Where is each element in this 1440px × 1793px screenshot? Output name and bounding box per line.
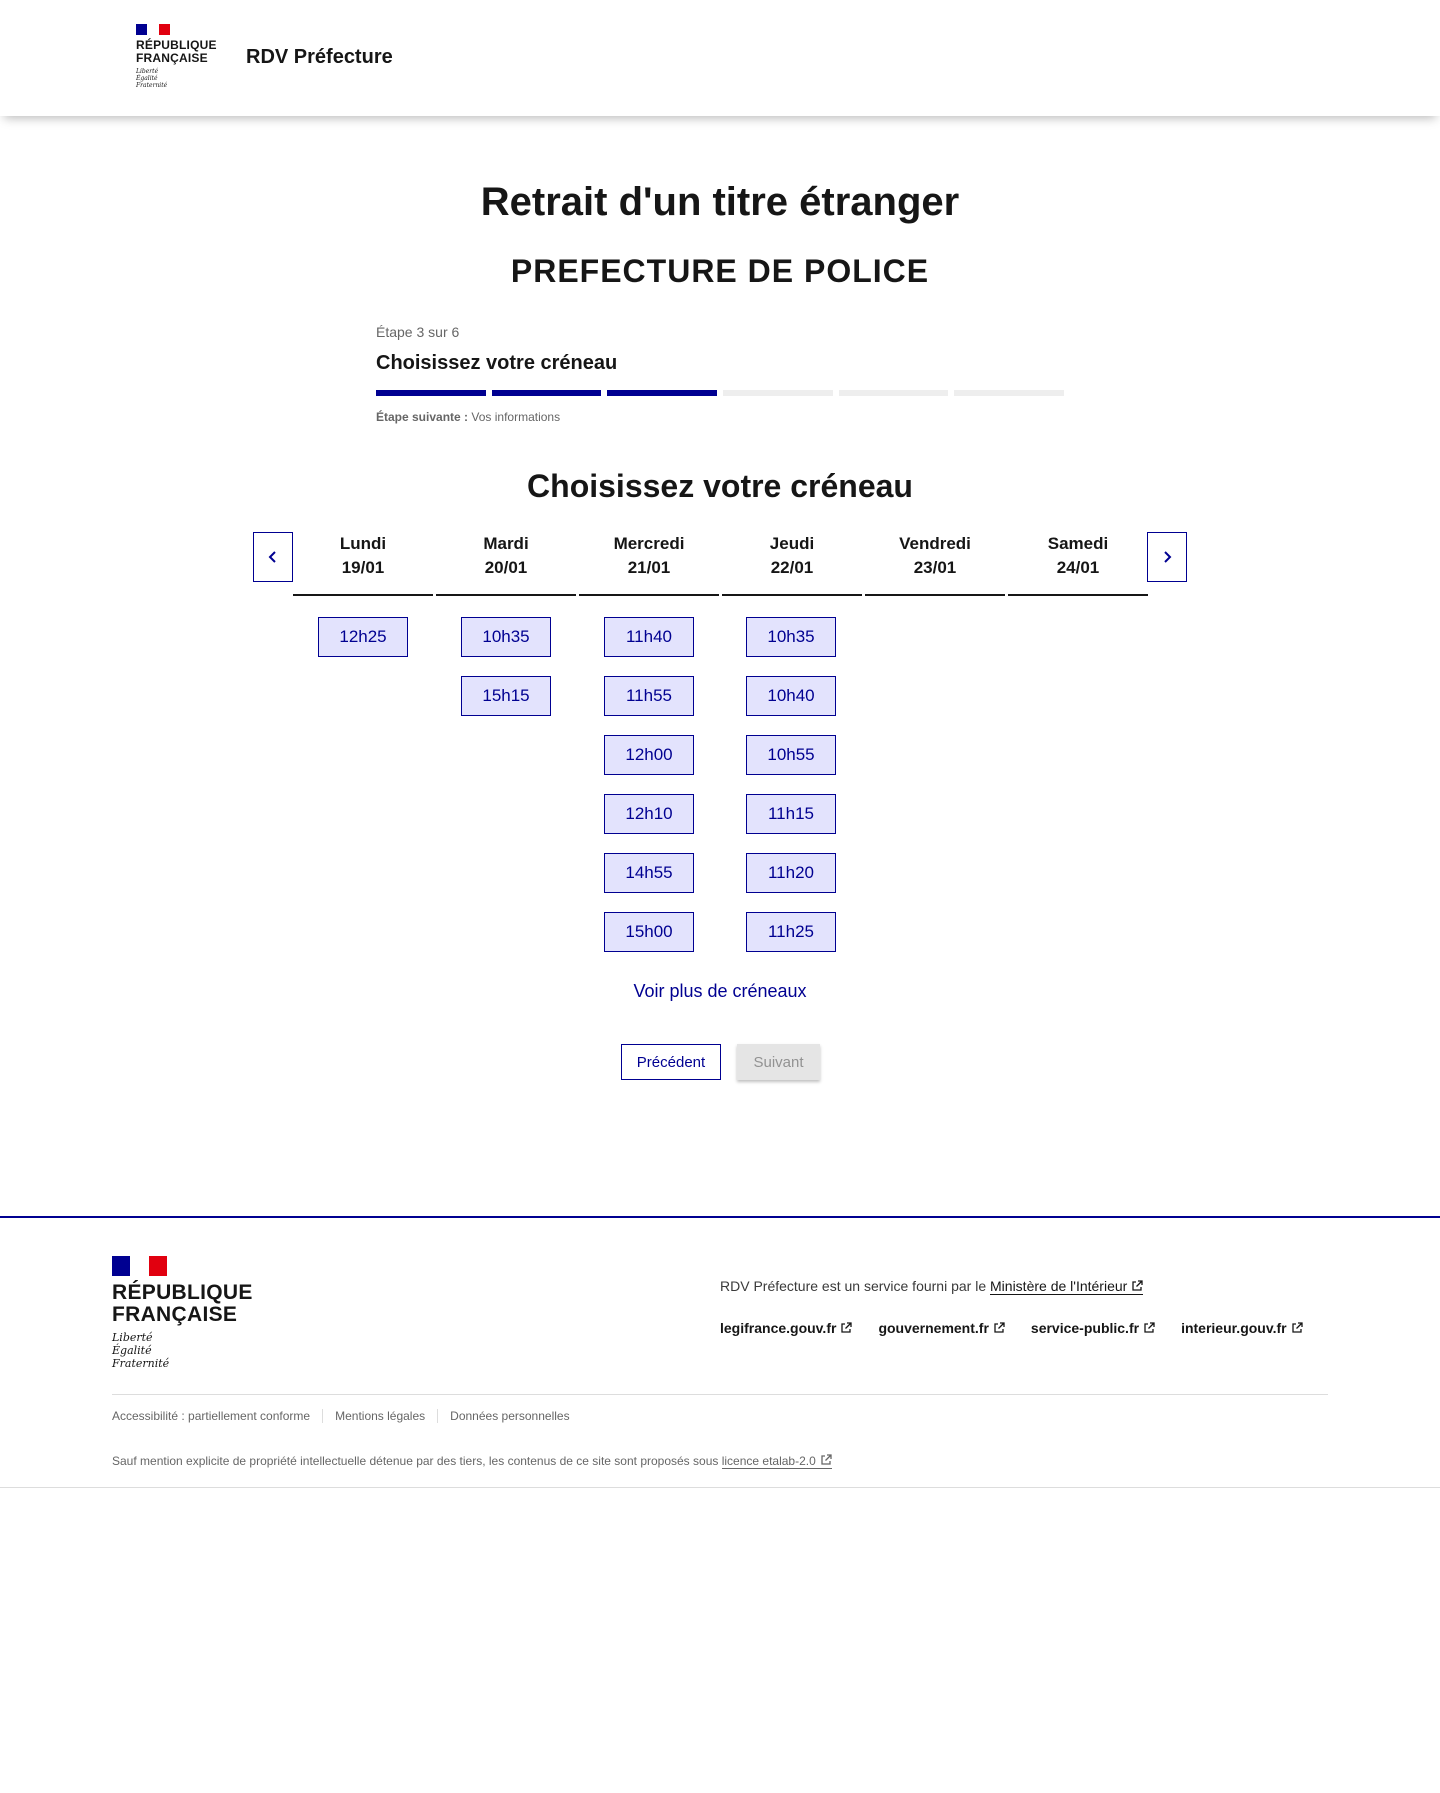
footer-link-legifrance[interactable] [720, 1320, 852, 1336]
footer-link-label: gouvernement.fr [878, 1320, 989, 1336]
external-link-icon [1291, 1322, 1303, 1334]
day-column-jeudi [722, 532, 862, 596]
day-date: 23/01 [913, 558, 957, 577]
time-slot-button[interactable]: 12h25 [318, 617, 408, 657]
footer-divider [112, 1394, 1328, 1395]
day-column-mardi [436, 532, 576, 596]
day-name: Mercredi [613, 534, 685, 553]
day-date: 19/01 [341, 558, 385, 577]
step-current-title: Choisissez votre créneau [376, 352, 618, 374]
step-segment-4 [723, 390, 833, 396]
logo-text-line2: FRANÇAISE [136, 51, 208, 65]
day-column-lundi [293, 532, 433, 596]
step-segment-6 [954, 390, 1064, 396]
next-button[interactable]: Suivant [737, 1044, 820, 1080]
day-divider [579, 594, 719, 596]
page-title: Retrait d'un titre étranger [480, 180, 960, 224]
footer-logo-line2: FRANÇAISE [112, 1303, 238, 1326]
accessibility-link[interactable]: Accessibilité : partiellement conforme [112, 1409, 311, 1423]
republique-francaise-logo[interactable] [136, 24, 217, 89]
step-next-label: Étape suivante : [376, 410, 469, 424]
time-slot-button[interactable]: 10h40 [746, 676, 836, 716]
footer-motto-fraternite: Fraternité [112, 1357, 170, 1370]
footer-description [720, 1278, 1143, 1294]
footer-external-links [720, 1320, 1303, 1336]
day-divider [293, 594, 433, 596]
motto-fraternite: Fraternité [136, 82, 168, 89]
day-name: Samedi [1047, 534, 1109, 553]
step-state: Étape 3 sur 6 [376, 324, 460, 340]
next-week-button[interactable] [1147, 532, 1187, 582]
time-slot-button[interactable]: 14h55 [604, 853, 694, 893]
marianne-flag-icon [136, 24, 170, 35]
day-column-mercredi [579, 532, 719, 596]
step-progress-bar [376, 390, 1064, 396]
day-name: Vendredi [899, 534, 971, 553]
external-link-icon [840, 1322, 852, 1334]
footer-top-border [0, 1216, 1440, 1218]
footer-bottom-border [0, 1487, 1440, 1488]
step-next-info [376, 410, 1064, 424]
logo-text-line1: RÉPUBLIQUE [136, 38, 217, 52]
site-header [0, 0, 1440, 116]
footer-desc-text: RDV Préfecture est un service fourni par le [720, 1278, 987, 1294]
external-link-icon [1143, 1322, 1155, 1334]
step-next-value: Vos informations [471, 410, 561, 424]
ministere-link-label: Ministère de l'Intérieur [990, 1278, 1128, 1294]
footer-logo-line1: RÉPUBLIQUE [112, 1281, 253, 1304]
external-link-icon [993, 1322, 1005, 1334]
license-link[interactable] [722, 1454, 832, 1469]
marianne-flag-icon [112, 1256, 167, 1276]
time-slot-button[interactable]: 15h15 [461, 676, 551, 716]
chevron-right-icon [1160, 550, 1174, 564]
footer-link-label: service-public.fr [1030, 1320, 1140, 1336]
time-slot-button[interactable]: 10h35 [746, 617, 836, 657]
previous-week-button[interactable] [253, 532, 293, 582]
day-column-vendredi [865, 532, 1005, 596]
day-name: Jeudi [769, 534, 815, 553]
time-slot-button[interactable]: 12h00 [604, 735, 694, 775]
footer-motto-egalite: Égalité [112, 1344, 152, 1357]
footer-link-label: interieur.gouv.fr [1181, 1320, 1287, 1336]
day-name: Lundi [339, 534, 387, 553]
time-slot-button[interactable]: 10h35 [461, 617, 551, 657]
license-link-label: licence etalab-2.0 [721, 1454, 816, 1468]
step-segment-2 [492, 390, 602, 396]
time-slot-button[interactable]: 11h55 [604, 676, 694, 716]
footer-link-gouvernement[interactable] [878, 1320, 1004, 1336]
slots-section-title: Choisissez votre créneau [527, 468, 913, 504]
footer-link-interieur[interactable] [1181, 1320, 1303, 1336]
day-column-samedi [1008, 532, 1148, 596]
motto-egalite: Égalité [136, 75, 158, 82]
day-divider [722, 594, 862, 596]
previous-button[interactable]: Précédent [621, 1044, 721, 1080]
footer-license [112, 1454, 832, 1468]
service-title[interactable]: RDV Préfecture [246, 46, 393, 68]
footer-link-service-public[interactable] [1031, 1320, 1155, 1336]
step-segment-5 [839, 390, 949, 396]
day-name: Mardi [483, 534, 529, 553]
time-slot-button[interactable]: 11h40 [604, 617, 694, 657]
personal-data-link[interactable]: Données personnelles [437, 1409, 581, 1423]
time-slot-button[interactable]: 11h20 [746, 853, 836, 893]
motto-liberte: Liberté [136, 68, 159, 75]
footer-republique-francaise-logo[interactable] [112, 1256, 253, 1370]
time-slot-button[interactable]: 10h55 [746, 735, 836, 775]
time-slot-button[interactable]: 12h10 [604, 794, 694, 834]
step-segment-1 [376, 390, 486, 396]
ministere-link[interactable] [990, 1278, 1143, 1295]
license-text: Sauf mention explicite de propriété intellectuelle détenue par des tiers, les contenus de ce site sont proposés sous [112, 1454, 719, 1468]
chevron-left-icon [266, 550, 280, 564]
time-slot-button[interactable]: 11h15 [746, 794, 836, 834]
day-date: 21/01 [627, 558, 671, 577]
footer-link-label: legifrance.gouv.fr [720, 1320, 837, 1336]
external-link-icon [1131, 1280, 1143, 1292]
step-segment-3 [607, 390, 717, 396]
day-date: 22/01 [770, 558, 814, 577]
legal-notice-link[interactable]: Mentions légales [322, 1409, 437, 1423]
page-subtitle: PREFECTURE DE POLICE [510, 253, 930, 289]
more-slots-link[interactable]: Voir plus de créneaux [633, 981, 807, 1001]
day-date: 20/01 [484, 558, 528, 577]
time-slot-button[interactable]: 11h25 [746, 912, 836, 952]
day-date: 24/01 [1056, 558, 1100, 577]
day-divider [1008, 594, 1148, 596]
day-divider [865, 594, 1005, 596]
external-link-icon [820, 1454, 832, 1466]
footer-motto-liberte: Liberté [112, 1331, 153, 1344]
footer-bottom-links [112, 1409, 582, 1423]
stepper [376, 324, 1064, 424]
day-divider [436, 594, 576, 596]
time-slot-button[interactable]: 15h00 [604, 912, 694, 952]
